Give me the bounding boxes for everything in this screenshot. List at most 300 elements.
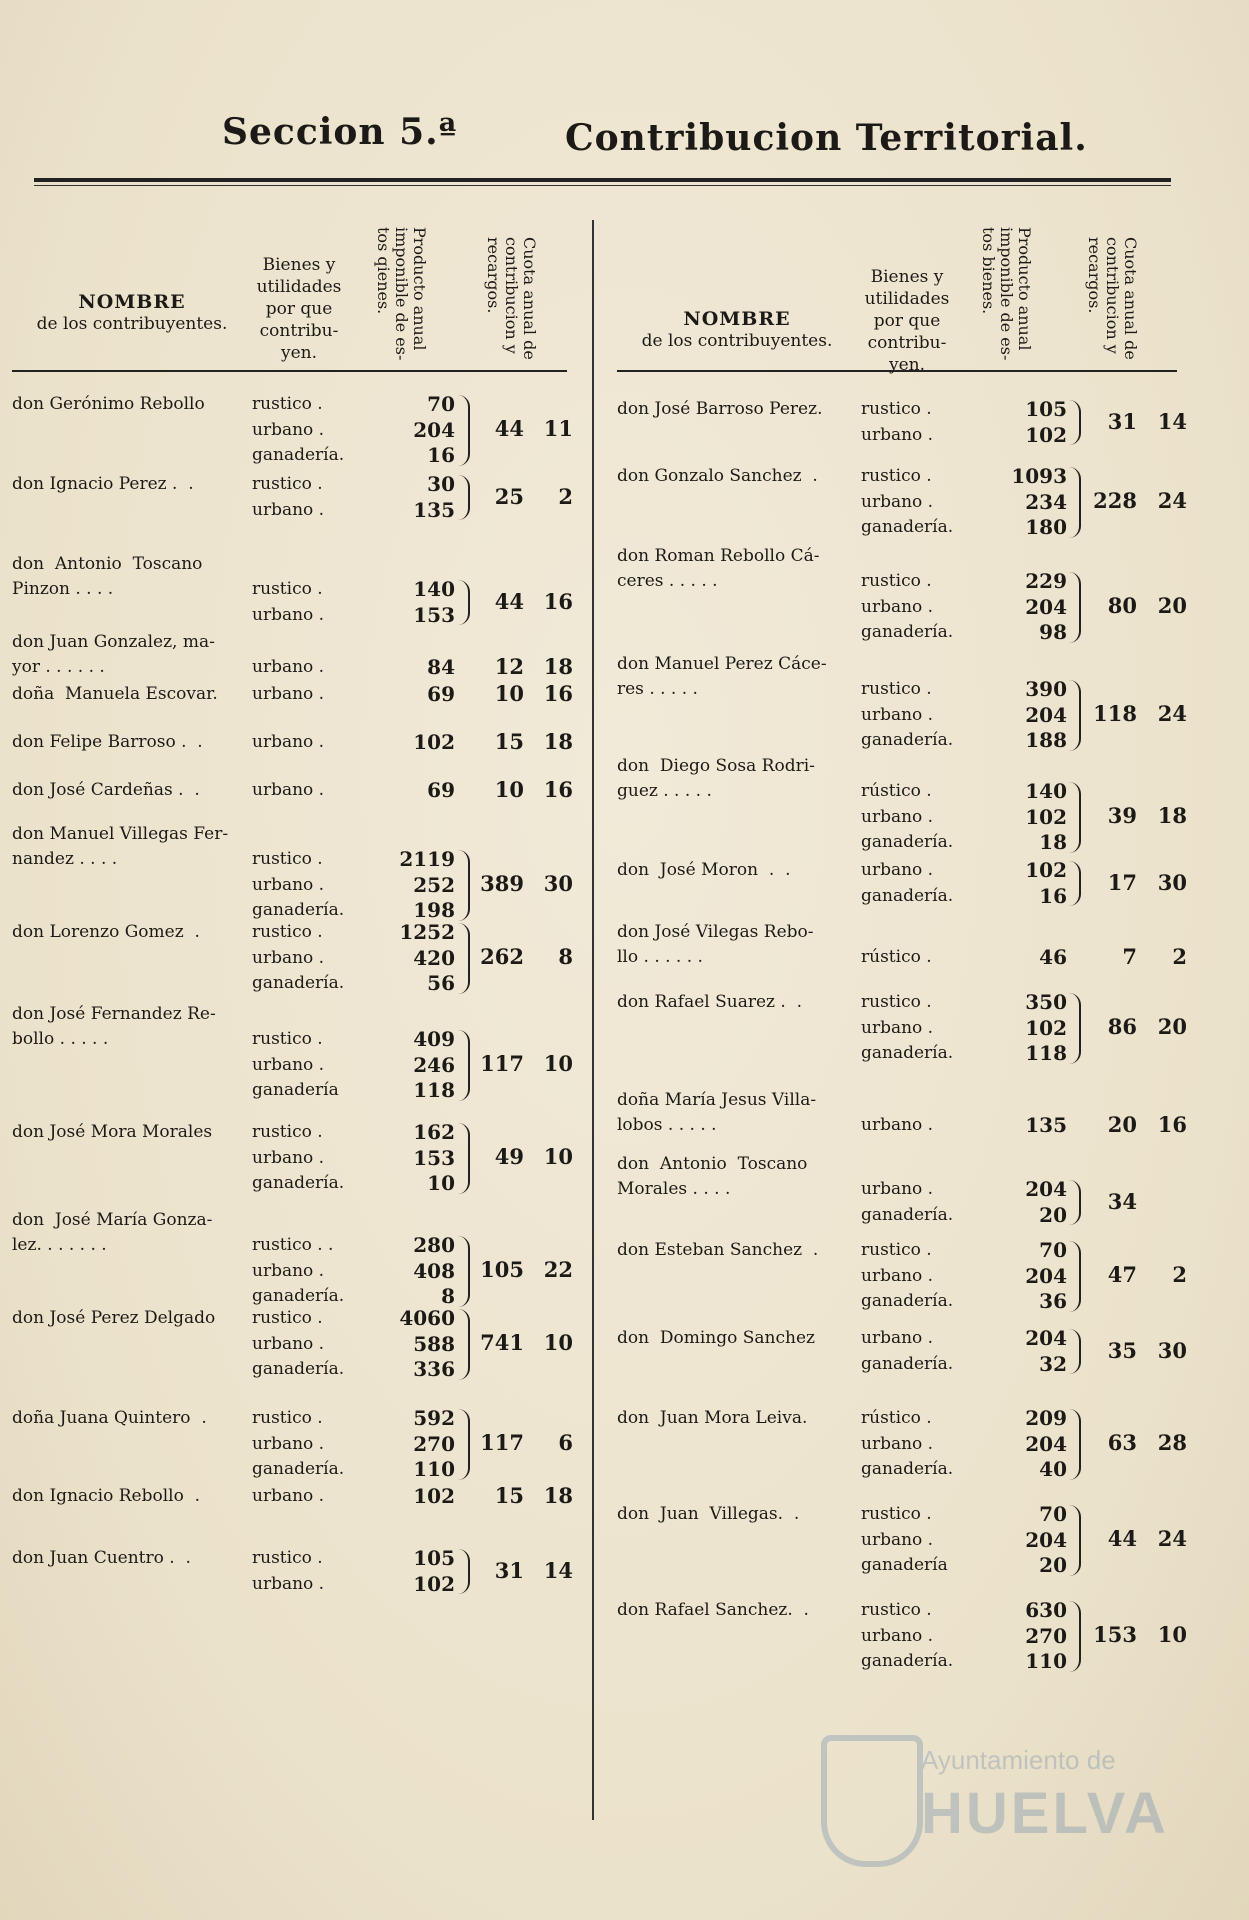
- product-value: 16: [1039, 883, 1067, 908]
- quota-amount: 86: [1107, 1014, 1137, 1040]
- quota-amount: 44: [494, 416, 524, 442]
- quota-fraction: 24: [1157, 1526, 1187, 1552]
- quota-amount: 44: [494, 588, 524, 614]
- quota-amount: 389: [480, 871, 524, 897]
- quota-fraction: 22: [543, 1257, 573, 1283]
- product-value: 102: [1025, 422, 1067, 447]
- product-values: [362, 577, 455, 628]
- property-type: urbano .: [861, 806, 934, 827]
- product-value: 209: [1025, 1406, 1067, 1430]
- product-value: 153: [413, 1145, 455, 1170]
- quota-fraction: 16: [543, 588, 573, 614]
- bienes-header: Bienes y utilidades por que contribu-yen.: [256, 255, 342, 363]
- product-value: 409: [413, 1027, 455, 1051]
- product-value: 32: [1039, 1351, 1067, 1376]
- product-value: 70: [1039, 1238, 1067, 1262]
- quota-fraction: 2: [558, 483, 573, 509]
- property-type: rustico .: [861, 1240, 932, 1260]
- product-values: [362, 1233, 455, 1310]
- property-type: urbano .: [252, 1147, 325, 1168]
- quota-fraction: 10: [543, 1051, 573, 1077]
- property-type: rustico .: [861, 992, 932, 1012]
- product-value: 4060: [399, 1306, 455, 1330]
- product-value: 46: [1039, 945, 1067, 969]
- product-value: 102: [1025, 1015, 1067, 1040]
- quota-fraction: 18: [543, 653, 573, 679]
- property-types: [252, 920, 362, 997]
- product-value: 102: [413, 730, 455, 754]
- property-types: [861, 1326, 971, 1377]
- product-values: [972, 1502, 1067, 1579]
- contributor-name: don José Vilegas Rebo- llo . . . . . .: [617, 922, 814, 967]
- product-value: 135: [1025, 1113, 1067, 1137]
- property-type: urbano .: [861, 491, 934, 512]
- right-column: [617, 205, 1187, 1673]
- product-values: [362, 1484, 455, 1510]
- product-value: 252: [413, 872, 455, 897]
- product-value: 118: [413, 1078, 455, 1102]
- property-type: urbano .: [861, 1179, 934, 1199]
- property-type: rustico .: [252, 394, 323, 414]
- property-type: rustico .: [861, 571, 932, 591]
- quota-fraction: 18: [543, 1482, 573, 1508]
- property-types: [252, 577, 362, 628]
- contributor-name: don Ignacio Rebollo .: [12, 1486, 201, 1506]
- quota-amount: 20: [1107, 1111, 1137, 1137]
- quota-amount: 15: [494, 728, 524, 754]
- product-values: [362, 655, 455, 681]
- product-value: 270: [413, 1431, 455, 1456]
- quota-amount: 262: [480, 944, 524, 970]
- product-value: 198: [413, 898, 455, 922]
- contributor-name: don Antonio Toscano Morales . . . .: [617, 1154, 808, 1199]
- quota-amount: 17: [1107, 869, 1137, 895]
- property-type: urbano .: [252, 874, 325, 895]
- contributor-name: don José Perez Delgado: [12, 1308, 216, 1328]
- property-types: [861, 1502, 971, 1579]
- property-type: ganadería: [252, 1080, 339, 1100]
- cuota-header: Cuota anual de contribucion y recargos.: [1085, 237, 1140, 360]
- property-type: ganadería.: [861, 1291, 954, 1311]
- product-value: 40: [1039, 1457, 1067, 1481]
- quota-amount: 31: [1107, 408, 1137, 434]
- product-value: 98: [1039, 620, 1067, 644]
- property-type: urbano .: [861, 1115, 934, 1135]
- product-values: [362, 1027, 455, 1104]
- property-types: [861, 464, 971, 541]
- product-value: 16: [427, 443, 455, 467]
- property-type: rustico .: [252, 1408, 323, 1428]
- quota-amount: 49: [494, 1144, 524, 1170]
- property-type: ganadería.: [252, 900, 345, 920]
- left-column: [12, 205, 573, 1596]
- property-type: urbano .: [252, 499, 325, 520]
- product-value: 408: [413, 1258, 455, 1283]
- product-value: 162: [413, 1120, 455, 1144]
- property-type: urbano .: [252, 684, 325, 704]
- property-type: ganadería.: [861, 1353, 954, 1374]
- property-type: rustico .: [252, 922, 323, 942]
- quota-fraction: 18: [1157, 803, 1187, 829]
- name-header-title: NOMBRE: [683, 308, 791, 330]
- quota-amount: 7: [1122, 943, 1137, 969]
- product-values: [362, 392, 455, 469]
- watermark-line1: Ayuntamiento de: [921, 1745, 1116, 1775]
- property-type: urbano .: [861, 1625, 934, 1646]
- quota-amount: 80: [1107, 593, 1137, 619]
- property-type: rustico .: [861, 399, 932, 419]
- quota-fraction: 11: [543, 416, 573, 442]
- product-values: [972, 990, 1067, 1067]
- product-value: 204: [1025, 1431, 1067, 1456]
- quota-fraction: 10: [1157, 1622, 1187, 1648]
- property-type: urbano .: [861, 704, 934, 725]
- property-type: ganadería.: [252, 1459, 345, 1479]
- quota-amount: 47: [1107, 1262, 1137, 1288]
- product-values: [362, 1120, 455, 1197]
- header-rule-thin: [34, 185, 1171, 186]
- property-type: ganadería.: [861, 730, 954, 750]
- page-header: [0, 105, 1249, 165]
- product-value: 84: [427, 655, 455, 679]
- product-value: 153: [413, 602, 455, 627]
- quota-fraction: 14: [1157, 408, 1187, 434]
- property-type: urbano .: [252, 1573, 325, 1594]
- product-values: [972, 945, 1067, 971]
- property-type: urbano .: [861, 1017, 934, 1038]
- property-type: ganadería: [861, 1555, 948, 1575]
- product-value: 56: [427, 971, 455, 995]
- quota-fraction: 10: [543, 1330, 573, 1356]
- watermark: [821, 1725, 1181, 1875]
- contributor-name: doña Manuela Escovar.: [12, 684, 218, 704]
- quota-amount: 39: [1107, 803, 1137, 829]
- property-type: urbano .: [252, 1486, 325, 1506]
- product-values: [972, 779, 1067, 856]
- quota-fraction: 2: [1172, 943, 1187, 969]
- property-types: [861, 1238, 971, 1315]
- property-type: ganadería.: [861, 622, 954, 642]
- quota-fraction: 30: [543, 871, 573, 897]
- contributor-name: don Manuel Villegas Fer- nandez . . . .: [12, 824, 229, 869]
- property-type: ganadería.: [861, 1651, 954, 1671]
- property-type: urbano .: [861, 1433, 934, 1454]
- product-values: [972, 677, 1067, 754]
- product-value: 1093: [1011, 464, 1067, 488]
- quota-amount: 117: [480, 1051, 524, 1077]
- property-type: rústico .: [861, 781, 932, 801]
- product-values: [362, 682, 455, 708]
- product-value: 188: [1025, 728, 1067, 752]
- property-types: [861, 569, 971, 646]
- product-value: 204: [1025, 1177, 1067, 1201]
- quota-fraction: 6: [558, 1430, 573, 1456]
- quota-fraction: 24: [1157, 488, 1187, 514]
- contributor-name: don Roman Rebollo Cá- ceres . . . . .: [617, 546, 820, 591]
- contributor-name: don Ignacio Perez . .: [12, 474, 194, 494]
- contributor-name: don Juan Gonzalez, ma- yor . . . . . .: [12, 632, 215, 677]
- property-type: rustico .: [252, 1548, 323, 1568]
- property-types: [252, 778, 362, 804]
- product-value: 592: [413, 1406, 455, 1430]
- property-type: rustico .: [861, 1504, 932, 1524]
- header-rule: [34, 178, 1171, 182]
- property-type: urbano .: [861, 424, 934, 445]
- property-types: [252, 1027, 362, 1104]
- quota-amount: 118: [1093, 701, 1137, 727]
- contributor-name: don José Mora Morales: [12, 1122, 213, 1142]
- contributor-name: don José Fernandez Re- bollo . . . . .: [12, 1004, 216, 1049]
- right-column-header: [617, 205, 1177, 375]
- name-header: [12, 291, 252, 335]
- product-value: 118: [1025, 1041, 1067, 1065]
- product-value: 588: [413, 1331, 455, 1356]
- property-type: urbano .: [252, 947, 325, 968]
- property-type: rustico .: [861, 466, 932, 486]
- property-type: ganadería.: [252, 445, 345, 465]
- product-values: [972, 1326, 1067, 1377]
- left-column-header: [12, 205, 567, 372]
- product-value: 234: [1025, 489, 1067, 514]
- property-type: rustico .: [861, 1600, 932, 1620]
- product-value: 204: [1025, 1326, 1067, 1350]
- section-label: Seccion 5.ª: [222, 111, 458, 153]
- property-type: rústico .: [861, 1408, 932, 1428]
- property-type: urbano .: [861, 860, 934, 880]
- property-types: [861, 945, 971, 971]
- contributor-name: don Antonio Toscano Pinzon . . . .: [12, 554, 203, 599]
- property-types: [252, 1120, 362, 1197]
- property-types: [252, 682, 362, 708]
- product-value: 69: [427, 778, 455, 802]
- product-value: 204: [1025, 594, 1067, 619]
- quota-amount: 228: [1093, 488, 1137, 514]
- product-values: [972, 1598, 1067, 1675]
- quota-amount: 12: [494, 653, 524, 679]
- contributor-name: don Juan Villegas. .: [617, 1504, 800, 1524]
- contributor-name: don José Moron . .: [617, 860, 791, 880]
- property-type: urbano .: [252, 1054, 325, 1075]
- product-value: 390: [1025, 677, 1067, 701]
- product-value: 102: [413, 1571, 455, 1596]
- product-value: 336: [413, 1357, 455, 1381]
- contributor-name: don Gerónimo Rebollo: [12, 394, 205, 414]
- product-value: 246: [413, 1052, 455, 1077]
- product-values: [362, 920, 455, 997]
- product-values: [362, 1306, 455, 1383]
- property-type: urbano .: [252, 1260, 325, 1281]
- property-type: urbano .: [861, 1265, 934, 1286]
- property-types: [861, 779, 971, 856]
- product-value: 36: [1039, 1289, 1067, 1313]
- property-types: [861, 990, 971, 1067]
- contributor-name: don Manuel Perez Cáce- res . . . . .: [617, 654, 827, 699]
- property-type: ganadería.: [252, 1286, 345, 1306]
- quota-amount: 44: [1107, 1526, 1137, 1552]
- property-type: ganadería.: [861, 1459, 954, 1479]
- quota-fraction: 16: [543, 776, 573, 802]
- property-type: urbano .: [252, 604, 325, 625]
- quota-amount: 153: [1093, 1622, 1137, 1648]
- property-type: rustico .: [861, 679, 932, 699]
- quota-fraction: 8: [558, 944, 573, 970]
- property-type: urbano .: [861, 1529, 934, 1550]
- name-header: [617, 308, 857, 352]
- quota-amount: 34: [1107, 1188, 1137, 1214]
- contributor-name: don José Cardeñas . .: [12, 780, 200, 800]
- property-types: [252, 1484, 362, 1510]
- property-type: urbano .: [252, 732, 325, 752]
- product-value: 140: [1025, 779, 1067, 803]
- property-types: [861, 677, 971, 754]
- contributor-name: doña María Jesus Villa- lobos . . . . .: [617, 1090, 817, 1135]
- quota-fraction: 24: [1157, 701, 1187, 727]
- contributor-name: don José Barroso Perez.: [617, 399, 823, 419]
- property-types: [861, 1177, 971, 1228]
- contributor-name: don Rafael Sanchez. .: [617, 1600, 809, 1620]
- producto-header: Producto anual imponible de es- tos qienes.: [374, 226, 429, 360]
- quota-fraction: 20: [1157, 1014, 1187, 1040]
- product-value: 135: [413, 497, 455, 522]
- product-values: [972, 1406, 1067, 1483]
- property-type: ganadería.: [252, 1359, 345, 1379]
- product-value: 1252: [399, 920, 455, 944]
- product-value: 280: [413, 1233, 455, 1257]
- property-type: rustico .: [252, 1308, 323, 1328]
- product-value: 30: [427, 472, 455, 496]
- quota-amount: 25: [494, 483, 524, 509]
- product-values: [972, 858, 1067, 909]
- name-header-subtitle: de los contribuyentes.: [36, 314, 228, 334]
- product-values: [362, 730, 455, 756]
- property-type: urbano .: [252, 1333, 325, 1354]
- property-types: [252, 1306, 362, 1383]
- quota-fraction: 18: [543, 728, 573, 754]
- property-types: [861, 858, 971, 909]
- contributor-name: don Juan Mora Leiva.: [617, 1408, 808, 1428]
- product-value: 204: [1025, 1527, 1067, 1552]
- product-value: 204: [1025, 702, 1067, 727]
- quota-amount: 741: [480, 1330, 524, 1356]
- property-types: [252, 472, 362, 523]
- product-value: 204: [413, 417, 455, 442]
- product-value: 102: [413, 1484, 455, 1508]
- product-values: [362, 1406, 455, 1483]
- contributor-name: doña Juana Quintero .: [12, 1408, 207, 1428]
- product-value: 10: [427, 1171, 455, 1195]
- product-values: [972, 1177, 1067, 1228]
- product-value: 204: [1025, 1263, 1067, 1288]
- column-divider: [592, 220, 594, 1820]
- product-values: [972, 397, 1067, 448]
- product-value: 20: [1039, 1202, 1067, 1227]
- property-types: [861, 1598, 971, 1675]
- product-value: 105: [1025, 397, 1067, 421]
- quota-fraction: 16: [1157, 1111, 1187, 1137]
- quota-fraction: 10: [543, 1144, 573, 1170]
- product-value: 69: [427, 682, 455, 706]
- property-type: rustico . .: [252, 1235, 334, 1255]
- quota-fraction: 30: [1157, 869, 1187, 895]
- property-types: [252, 847, 362, 924]
- quota-fraction: 16: [543, 680, 573, 706]
- property-type: ganadería.: [861, 1043, 954, 1063]
- quota-amount: 63: [1107, 1430, 1137, 1456]
- property-types: [252, 1233, 362, 1310]
- product-values: [972, 464, 1067, 541]
- product-values: [972, 1113, 1067, 1139]
- product-value: 105: [413, 1546, 455, 1570]
- product-value: 70: [1039, 1502, 1067, 1526]
- product-values: [362, 472, 455, 523]
- quota-amount: 10: [494, 776, 524, 802]
- quota-amount: 15: [494, 1482, 524, 1508]
- quota-fraction: 2: [1172, 1262, 1187, 1288]
- product-value: 110: [1025, 1649, 1067, 1673]
- contributor-name: don Esteban Sanchez .: [617, 1240, 819, 1260]
- property-type: ganadería.: [861, 517, 954, 537]
- quota-fraction: 28: [1157, 1430, 1187, 1456]
- product-value: 102: [1025, 804, 1067, 829]
- watermark-line2: HUELVA: [921, 1781, 1169, 1846]
- name-header-title: NOMBRE: [78, 291, 186, 313]
- producto-header: Producto anual imponible de es- tos bienes.: [979, 226, 1034, 360]
- bienes-header: Bienes y utilidades por que contribu-yen.: [864, 267, 950, 375]
- property-type: rustico .: [252, 1029, 323, 1049]
- property-type: urbano .: [252, 419, 325, 440]
- property-type: ganadería.: [861, 1204, 954, 1225]
- product-value: 420: [413, 945, 455, 970]
- product-value: 140: [413, 577, 455, 601]
- product-value: 630: [1025, 1598, 1067, 1622]
- product-value: 2119: [399, 847, 455, 871]
- quota-fraction: 20: [1157, 593, 1187, 619]
- contributor-name: don Gonzalo Sanchez .: [617, 466, 818, 486]
- property-type: rustico .: [252, 849, 323, 869]
- property-type: urbano .: [252, 780, 325, 800]
- quota-amount: 117: [480, 1430, 524, 1456]
- quota-fraction: 30: [1157, 1337, 1187, 1363]
- property-types: [252, 1546, 362, 1597]
- product-value: 110: [413, 1457, 455, 1481]
- product-value: 229: [1025, 569, 1067, 593]
- property-type: rustico .: [252, 474, 323, 494]
- property-types: [252, 730, 362, 756]
- contributor-name: don Lorenzo Gomez .: [12, 922, 200, 942]
- page-title: Contribucion Territorial.: [565, 117, 1088, 159]
- property-type: urbano .: [861, 1328, 934, 1348]
- property-type: urbano .: [861, 596, 934, 617]
- property-types: [861, 397, 971, 448]
- property-types: [861, 1406, 971, 1483]
- contributor-name: don Juan Cuentro . .: [12, 1548, 191, 1568]
- property-types: [252, 392, 362, 469]
- contributor-name: don Domingo Sanchez: [617, 1328, 815, 1348]
- product-value: 70: [427, 392, 455, 416]
- quota-amount: 105: [480, 1257, 524, 1283]
- product-value: 180: [1025, 515, 1067, 539]
- product-value: 20: [1039, 1553, 1067, 1577]
- contributor-name: don José María Gonza- lez. . . . . . .: [12, 1210, 213, 1255]
- property-type: ganadería.: [861, 832, 954, 852]
- property-type: rústico .: [861, 947, 932, 967]
- property-type: rustico .: [252, 579, 323, 599]
- contributor-name: don Felipe Barroso . .: [12, 732, 203, 752]
- coat-of-arms-icon: [821, 1735, 923, 1867]
- product-value: 18: [1039, 830, 1067, 854]
- product-value: 270: [1025, 1623, 1067, 1648]
- product-values: [362, 1546, 455, 1597]
